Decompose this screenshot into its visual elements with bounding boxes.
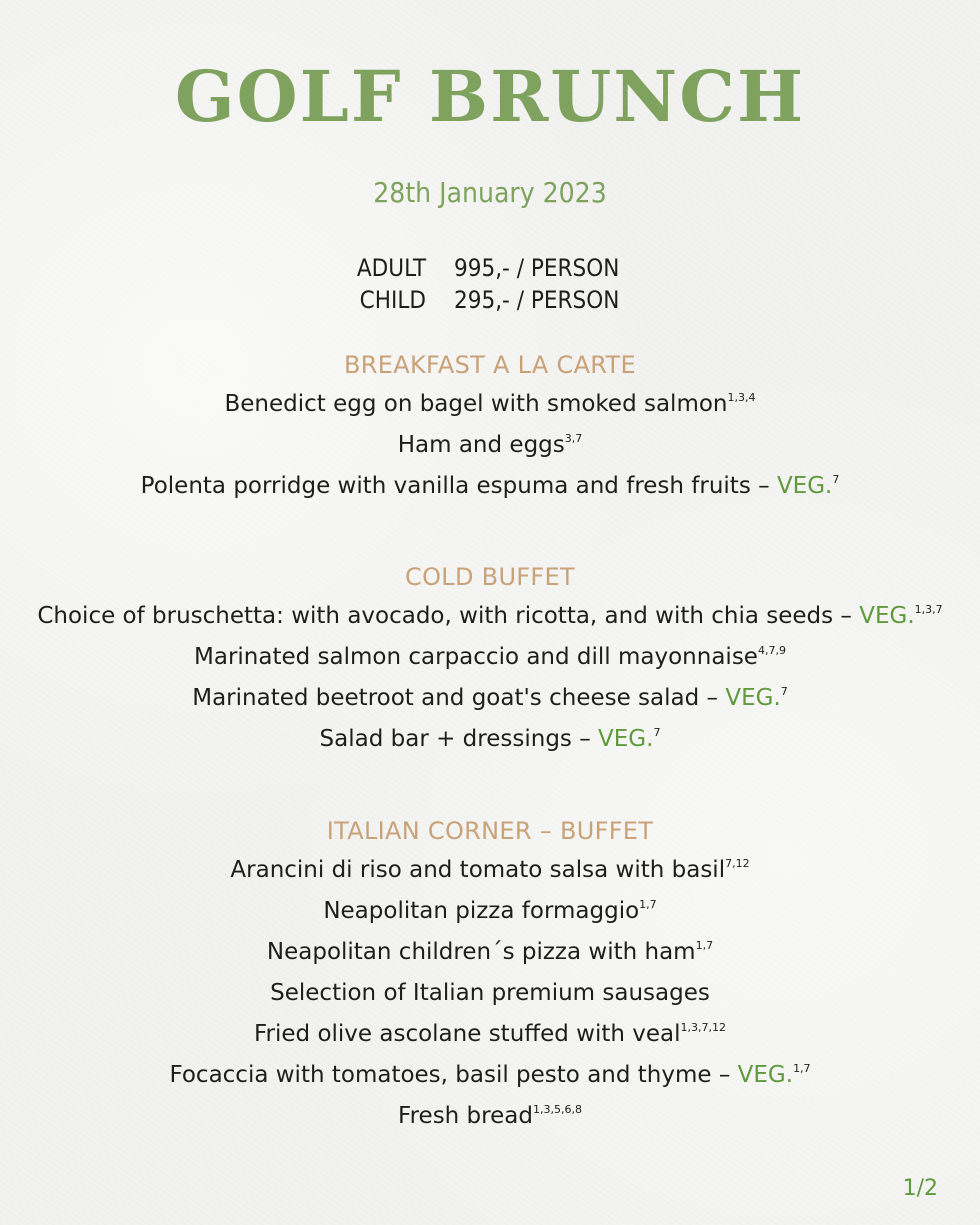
item-text: Marinated beetroot and goat's cheese salad – xyxy=(192,685,726,711)
price-label: ADULT xyxy=(356,254,426,282)
allergen-codes: 4,7,9 xyxy=(757,644,786,657)
menu-item xyxy=(0,973,980,1014)
menu-item xyxy=(0,596,980,637)
menu-item xyxy=(0,932,980,973)
veg-label: VEG. xyxy=(859,603,915,629)
allergen-codes: 1,7 xyxy=(793,1062,811,1075)
section-breakfast xyxy=(0,346,980,507)
allergen-codes: 7 xyxy=(780,685,788,698)
item-text: Benedict egg on bagel with smoked salmon xyxy=(224,391,728,417)
veg-label: VEG. xyxy=(725,685,781,711)
event-date: 28th January 2023 xyxy=(373,176,607,209)
allergen-codes: 1,3,7 xyxy=(914,603,943,616)
allergen-codes: 1,3,7,12 xyxy=(680,1021,727,1034)
item-text: Fresh bread xyxy=(398,1103,533,1129)
allergen-codes: 1,3,5,6,8 xyxy=(532,1103,582,1116)
section-heading: COLD BUFFET xyxy=(405,563,575,591)
price-value: 995,- / PERSON xyxy=(454,254,620,282)
allergen-codes: 3,7 xyxy=(564,432,583,445)
menu-item xyxy=(0,891,980,932)
item-text: Arancini di riso and tomato salsa with basil xyxy=(230,857,726,883)
menu-item xyxy=(0,466,980,507)
allergen-codes: 1,7 xyxy=(695,939,714,952)
item-text: Marinated salmon carpaccio and dill mayonnaise xyxy=(194,644,758,670)
allergen-codes: 7 xyxy=(653,726,661,739)
menu-title: GOLF BRUNCH xyxy=(174,55,806,138)
section-heading: ITALIAN CORNER – BUFFET xyxy=(326,817,654,845)
item-text: Fried olive ascolane stuffed with veal xyxy=(253,1021,681,1047)
item-text: Selection of Italian premium sausages xyxy=(270,980,710,1006)
menu-item xyxy=(0,384,980,425)
veg-label: VEG. xyxy=(598,726,654,752)
menu-item xyxy=(0,1096,980,1137)
menu-item xyxy=(0,1055,980,1096)
item-text: Neapolitan pizza formaggio xyxy=(323,898,640,924)
veg-label: VEG. xyxy=(776,473,833,499)
menu-item xyxy=(0,678,980,719)
allergen-codes: 1,3,4 xyxy=(727,391,756,404)
section-cold-buffet xyxy=(0,558,980,760)
section-heading: BREAKFAST A LA CARTE xyxy=(344,351,636,379)
section-italian-corner xyxy=(0,812,980,1137)
menu-item xyxy=(0,1014,980,1055)
item-text: Polenta porridge with vanilla espuma and fresh fruits – xyxy=(140,473,777,499)
veg-label: VEG. xyxy=(737,1062,794,1088)
allergen-codes: 1,7 xyxy=(639,898,657,911)
menu-item xyxy=(0,719,980,760)
item-text: Choice of bruschetta: with avocado, with ricotta, and with chia seeds – xyxy=(37,603,860,629)
menu-item xyxy=(0,637,980,678)
item-text: Neapolitan children´s pizza with ham xyxy=(266,939,696,965)
item-text: Salad bar + dressings – xyxy=(319,726,599,752)
price-label: CHILD xyxy=(359,286,426,314)
allergen-codes: 7,12 xyxy=(725,857,750,870)
price-list xyxy=(0,252,980,316)
price-row-adult xyxy=(0,252,980,284)
item-text: Focaccia with tomatoes, basil pesto and thyme – xyxy=(169,1062,738,1088)
page-number: 1/2 xyxy=(902,1176,938,1201)
menu-item xyxy=(0,850,980,891)
allergen-codes: 7 xyxy=(832,473,840,486)
item-text: Ham and eggs xyxy=(397,432,565,458)
menu-item xyxy=(0,425,980,466)
price-row-child xyxy=(0,284,980,316)
price-value: 295,- / PERSON xyxy=(454,286,620,314)
